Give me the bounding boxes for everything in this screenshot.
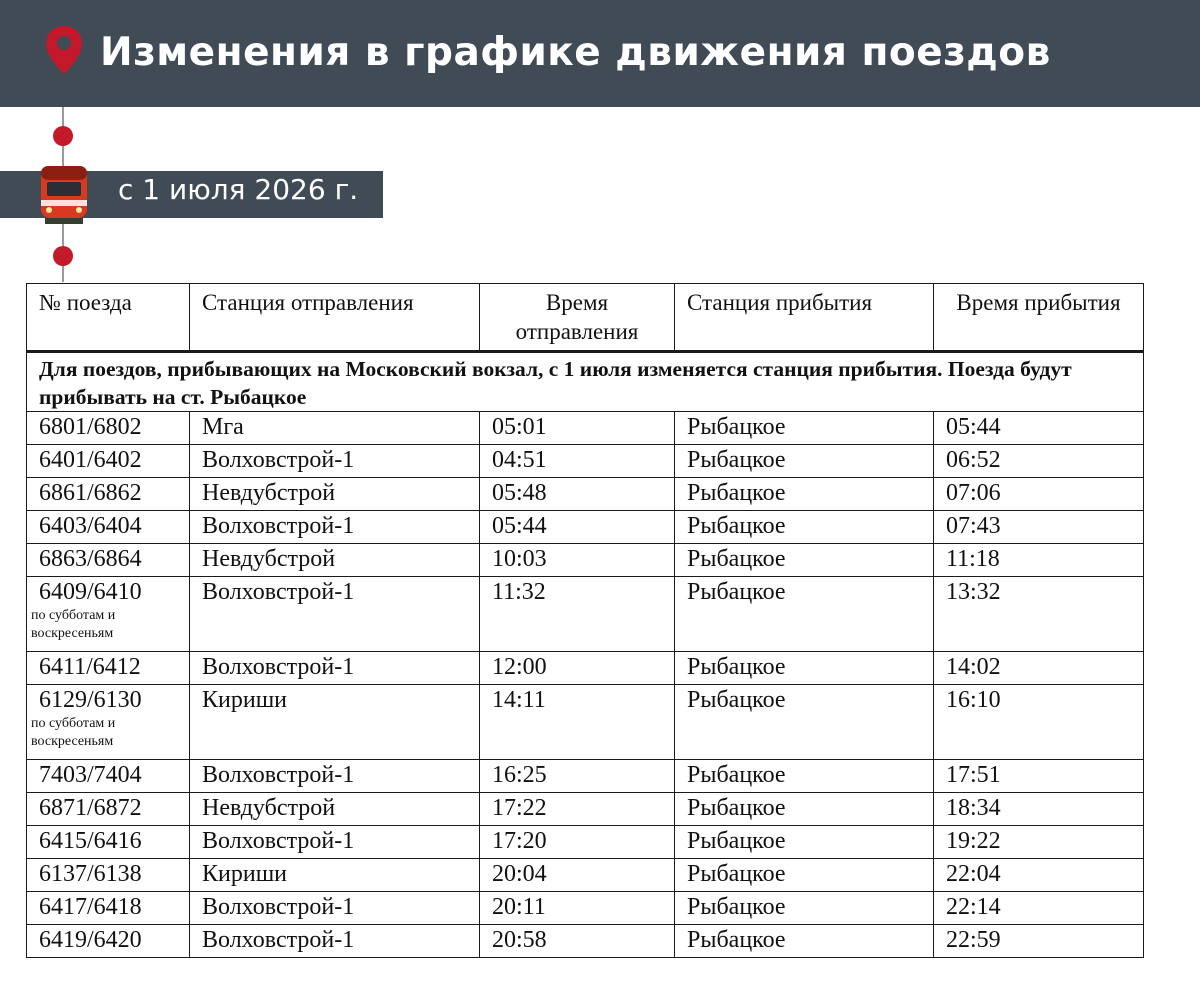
cell-departure-time [480, 577, 675, 652]
cell-departure-time [480, 793, 675, 826]
cell-departure-station-text: Невдубстрой [202, 546, 336, 572]
cell-arrival-station [675, 859, 934, 892]
cell-train-number [27, 826, 190, 859]
cell-departure-time-text: 17:20 [492, 828, 547, 854]
cell-departure-time [480, 760, 675, 793]
cell-arrival-station-text: Рыбацкое [687, 927, 786, 953]
cell-departure-time-text: 20:04 [492, 861, 547, 887]
cell-train-number [27, 412, 190, 445]
cell-arrival-time [934, 577, 1144, 652]
table-row [27, 412, 1144, 445]
train-icon [35, 160, 93, 228]
cell-arrival-time [934, 652, 1144, 685]
cell-arrival-time-text: 11:18 [946, 546, 1000, 572]
cell-departure-time [480, 826, 675, 859]
map-pin-icon [44, 24, 84, 76]
cell-arrival-station-text: Рыбацкое [687, 795, 786, 821]
cell-arrival-time [934, 685, 1144, 760]
cell-arrival-time-text: 06:52 [946, 447, 1001, 473]
cell-departure-time-text: 14:11 [492, 687, 546, 713]
cell-departure-station [190, 511, 480, 544]
cell-arrival-time [934, 478, 1144, 511]
column-header-departure-time: Время отправления [480, 284, 675, 352]
cell-departure-station-text: Волховстрой-1 [202, 654, 355, 680]
cell-departure-station-text: Невдубстрой [202, 480, 336, 506]
schedule-table-container [26, 283, 1143, 958]
cell-train-number-text: 6137/6138 [39, 861, 142, 887]
cell-departure-time-text: 20:58 [492, 927, 547, 953]
cell-departure-time-text: 05:01 [492, 414, 547, 440]
cell-departure-station [190, 685, 480, 760]
cell-arrival-time-text: 18:34 [946, 795, 1001, 821]
cell-arrival-time [934, 760, 1144, 793]
schedule-table [26, 283, 1144, 958]
cell-departure-station [190, 826, 480, 859]
table-row [27, 793, 1144, 826]
cell-arrival-station-text: Рыбацкое [687, 687, 786, 713]
table-row [27, 760, 1144, 793]
cell-arrival-time-text: 14:02 [946, 654, 1001, 680]
cell-arrival-station-text: Рыбацкое [687, 828, 786, 854]
cell-departure-time [480, 511, 675, 544]
cell-train-number [27, 445, 190, 478]
cell-departure-station [190, 793, 480, 826]
cell-arrival-station [675, 652, 934, 685]
cell-departure-station [190, 925, 480, 958]
table-row [27, 652, 1144, 685]
cell-arrival-time [934, 826, 1144, 859]
cell-departure-time-text: 11:32 [492, 579, 546, 605]
cell-departure-station [190, 652, 480, 685]
cell-train-number-text: 6861/6862 [39, 480, 142, 506]
cell-train-number-text: 6129/6130 [39, 687, 142, 713]
cell-train-number [27, 544, 190, 577]
cell-train-number-text: 6417/6418 [39, 894, 142, 920]
header-banner [0, 0, 1200, 107]
cell-arrival-time-text: 22:59 [946, 927, 1001, 953]
cell-departure-station-text: Невдубстрой [202, 795, 336, 821]
cell-departure-time-text: 05:44 [492, 513, 547, 539]
column-header-arrival-time: Время прибытия [934, 284, 1144, 352]
effective-date: с 1 июля 2026 г. [118, 173, 359, 206]
cell-departure-time [480, 685, 675, 760]
cell-departure-station [190, 478, 480, 511]
table-row [27, 925, 1144, 958]
cell-arrival-time [934, 892, 1144, 925]
column-header-train: № поезда [27, 284, 190, 352]
cell-departure-station-text: Волховстрой-1 [202, 447, 355, 473]
cell-departure-time [480, 859, 675, 892]
cell-departure-time-text: 20:11 [492, 894, 546, 920]
cell-arrival-station [675, 826, 934, 859]
cell-arrival-time-text: 07:43 [946, 513, 1001, 539]
cell-arrival-station [675, 925, 934, 958]
cell-arrival-station [675, 445, 934, 478]
cell-train-number [27, 685, 190, 760]
cell-train-number-text: 6419/6420 [39, 927, 142, 953]
cell-arrival-station [675, 760, 934, 793]
cell-departure-station [190, 892, 480, 925]
cell-departure-time [480, 478, 675, 511]
cell-train-number [27, 892, 190, 925]
table-row [27, 478, 1144, 511]
cell-arrival-station-text: Рыбацкое [687, 654, 786, 680]
cell-train-number-text: 6801/6802 [39, 414, 142, 440]
cell-train-number [27, 859, 190, 892]
cell-train-number-text: 6411/6412 [39, 654, 141, 680]
cell-arrival-station-text: Рыбацкое [687, 894, 786, 920]
cell-departure-time-text: 16:25 [492, 762, 547, 788]
cell-departure-station-text: Волховстрой-1 [202, 828, 355, 854]
cell-departure-time [480, 412, 675, 445]
cell-arrival-station [675, 511, 934, 544]
cell-departure-station-text: Мга [202, 414, 244, 440]
cell-departure-time [480, 544, 675, 577]
cell-arrival-station [675, 577, 934, 652]
table-row [27, 685, 1144, 760]
cell-departure-time [480, 652, 675, 685]
cell-arrival-station-text: Рыбацкое [687, 579, 786, 605]
cell-train-number [27, 760, 190, 793]
cell-arrival-station-text: Рыбацкое [687, 414, 786, 440]
cell-arrival-station-text: Рыбацкое [687, 513, 786, 539]
cell-arrival-time [934, 544, 1144, 577]
timeline-dot [53, 246, 73, 266]
cell-arrival-station-text: Рыбацкое [687, 480, 786, 506]
cell-arrival-station-text: Рыбацкое [687, 447, 786, 473]
cell-departure-time-text: 04:51 [492, 447, 547, 473]
table-row [27, 511, 1144, 544]
cell-departure-time-text: 12:00 [492, 654, 547, 680]
cell-arrival-station [675, 478, 934, 511]
cell-departure-station [190, 577, 480, 652]
cell-departure-station-text: Волховстрой-1 [202, 513, 355, 539]
cell-departure-station [190, 412, 480, 445]
table-row [27, 445, 1144, 478]
notice-text: Для поездов, прибывающих на Московский вокзал, с 1 июля изменяется станция прибытия. Поезда будут прибывать на ст. Рыбацкое [27, 352, 1144, 412]
cell-arrival-station [675, 685, 934, 760]
cell-train-number-text: 6863/6864 [39, 546, 142, 572]
schedule-note: по субботам и воскресеньям [31, 716, 116, 749]
table-row [27, 577, 1144, 652]
cell-arrival-station-text: Рыбацкое [687, 546, 786, 572]
cell-arrival-time [934, 445, 1144, 478]
cell-departure-station-text: Волховстрой-1 [202, 762, 355, 788]
notice-row [27, 352, 1144, 412]
table-header-row [27, 284, 1144, 352]
cell-train-number [27, 793, 190, 826]
cell-departure-time-text: 10:03 [492, 546, 547, 572]
cell-train-number [27, 925, 190, 958]
cell-arrival-time [934, 511, 1144, 544]
schedule-note: по субботам и воскресеньям [31, 608, 116, 641]
cell-departure-time [480, 445, 675, 478]
cell-arrival-time-text: 19:22 [946, 828, 1001, 854]
cell-arrival-time [934, 412, 1144, 445]
cell-departure-time-text: 17:22 [492, 795, 547, 821]
cell-train-number-text: 6409/6410 [39, 579, 142, 605]
cell-train-number-text: 6871/6872 [39, 795, 142, 821]
cell-arrival-time-text: 13:32 [946, 579, 1001, 605]
cell-arrival-time [934, 925, 1144, 958]
cell-arrival-time-text: 07:06 [946, 480, 1001, 506]
cell-departure-station-text: Кириши [202, 861, 288, 887]
cell-train-number [27, 511, 190, 544]
cell-train-number [27, 478, 190, 511]
cell-arrival-station [675, 544, 934, 577]
column-header-arrival-station: Станция прибытия [675, 284, 934, 352]
cell-departure-station [190, 760, 480, 793]
cell-arrival-time-text: 22:04 [946, 861, 1001, 887]
cell-arrival-time [934, 859, 1144, 892]
cell-departure-time [480, 925, 675, 958]
cell-departure-station [190, 544, 480, 577]
cell-departure-station [190, 859, 480, 892]
cell-arrival-time-text: 22:14 [946, 894, 1001, 920]
cell-arrival-station [675, 793, 934, 826]
cell-train-number [27, 577, 190, 652]
cell-arrival-station [675, 892, 934, 925]
cell-departure-time [480, 892, 675, 925]
cell-train-number-text: 6403/6404 [39, 513, 142, 539]
table-row [27, 892, 1144, 925]
table-row [27, 544, 1144, 577]
cell-departure-station-text: Волховстрой-1 [202, 579, 355, 605]
cell-arrival-time-text: 05:44 [946, 414, 1001, 440]
timeline-dot [53, 126, 73, 146]
cell-departure-station-text: Волховстрой-1 [202, 894, 355, 920]
cell-arrival-time-text: 16:10 [946, 687, 1001, 713]
cell-arrival-station [675, 412, 934, 445]
cell-departure-station [190, 445, 480, 478]
cell-departure-station-text: Кириши [202, 687, 288, 713]
page-title: Изменения в графике движения поездов [100, 30, 1051, 75]
table-row [27, 859, 1144, 892]
cell-arrival-station-text: Рыбацкое [687, 861, 786, 887]
column-header-departure-station: Станция отправления [190, 284, 480, 352]
cell-arrival-station-text: Рыбацкое [687, 762, 786, 788]
cell-train-number-text: 6415/6416 [39, 828, 142, 854]
cell-departure-time-text: 05:48 [492, 480, 547, 506]
cell-arrival-time-text: 17:51 [946, 762, 1001, 788]
cell-train-number-text: 6401/6402 [39, 447, 142, 473]
cell-train-number-text: 7403/7404 [39, 762, 142, 788]
table-row [27, 826, 1144, 859]
cell-arrival-time [934, 793, 1144, 826]
cell-departure-station-text: Волховстрой-1 [202, 927, 355, 953]
cell-train-number [27, 652, 190, 685]
